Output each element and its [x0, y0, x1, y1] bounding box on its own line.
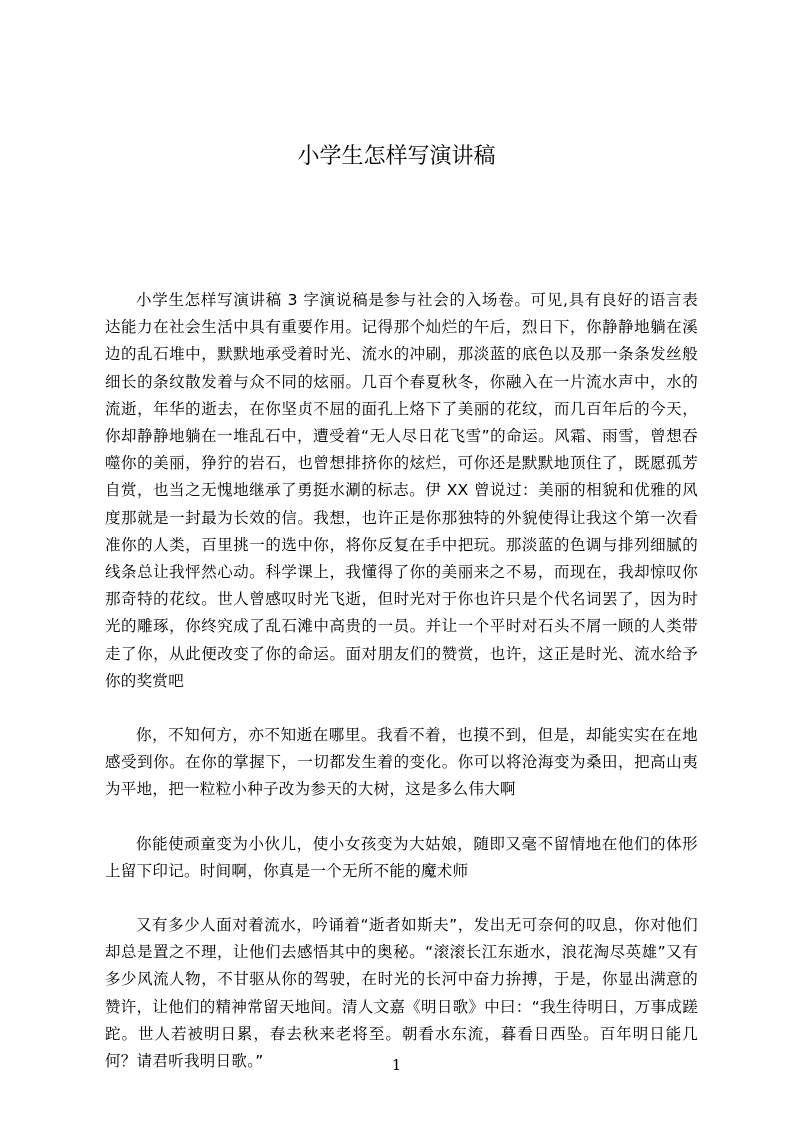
document-body [105, 287, 698, 1075]
document-title: 小学生怎样写演讲稿 [297, 144, 496, 169]
page-number: 1 [391, 1056, 402, 1074]
paragraph-2: 你，不知何方，亦不知逝在哪里。我看不着，也摸不到，但是，却能实实在在地感受到你。在你的掌握下，一切都发生着的变化。你可以将沧海变为桑田，把高山夷为平地，把一粒粒小种子改为参天的大树，这是多么伟大啊 [105, 726, 698, 799]
paragraph-1: 小学生怎样写演讲稿 3 字演说稿是参与社会的入场卷。可见,具有良好的语言表达能力在社会生活中具有重要作用。记得那个灿烂的午后，烈日下，你静静地躺在溪边的乱石堆中，默默地承受着时光、流水的冲刷，那淡蓝的底色以及那一条条发丝般细长的条纹散发着与众不同的炫丽。几百个春夏秋冬，你融入在一片流水声中，水的流逝，年华的逝去，在你坚贞不屈的面孔上烙下了美丽的花纹，而几百年后的今天，你却静静地躺在一堆乱石中，遭受着“无人尽日花飞雪”的命运。风霜、雨雪，曾想吞噬你的美丽，狰狞的岩石，也曾想排挤你的炫烂，可你还是默默地顶住了，既愿孤芳自赏，也当之无愧地继承了勇挺水涮的标志。伊 XX 曾说过：美丽的相貌和优雅的风度那就是一封最为长效的信。我想，也许正是你那独特的外貌使得让我这个第一次看准你的人类，百里挑一的选中你，将你反复在手中把玩。那淡蓝的色调与排列细腻的线条总让我怦然心动。科学课上，我懂得了你的美丽来之不易，而现在，我却惊叹你那奇特的花纹。世人曾感叹时光飞逝，但时光对于你也许只是个代名词罢了，因为时光的雕琢，你终究成了乱石滩中高贵的一员。并让一个平时对石头不屑一顾的人类带走了你，从此便改变了你的命运。面对朋友们的赞赏，也许，这正是时光、流水给予你的奖赏吧 [105, 291, 698, 690]
paragraph-3: 你能使顽童变为小伙儿，使小女孩变为大姑娘，随即又毫不留情地在他们的体形上留下印记。时间啊，你真是一个无所不能的魔术师 [105, 834, 698, 880]
paragraph-4: 又有多少人面对着流水，吟诵着“逝者如斯夫”，发出无可奈何的叹息，你对他们却总是置之不理，让他们去感悟其中的奥秘。“滚滚长江东逝水，浪花淘尽英雄”又有多少风流人物，不甘驱从你的驾驶，在时光的长河中奋力拚搏，于是，你显出满意的赞许，让他们的精神常留天地间。清人文嘉《明日歌》中曰：“我生待明日，万事成蹉跎。世人若被明日累，春去秋来老将至。朝看水东流，暮看日西坠。百年明日能几何？请君听我明日歌。” [105, 916, 698, 1071]
